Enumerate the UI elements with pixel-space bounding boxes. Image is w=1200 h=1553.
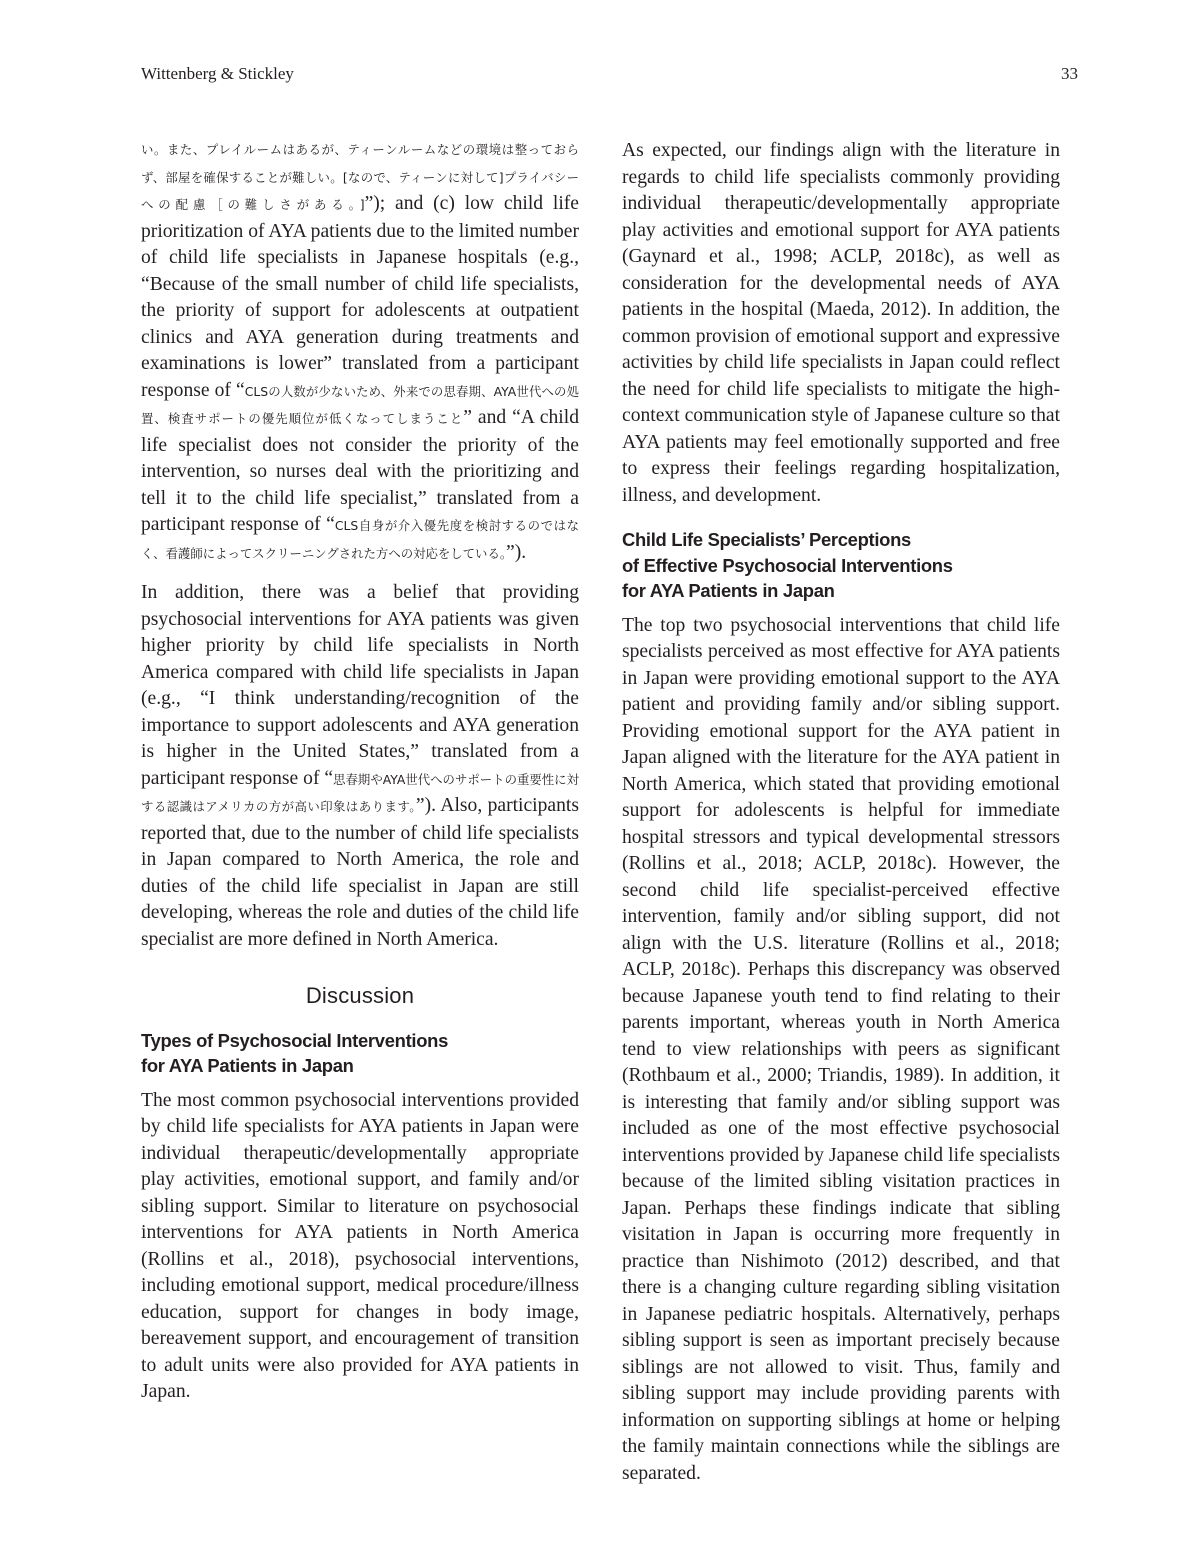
discussion-heading: Discussion: [305, 983, 415, 1008]
page-number: 33: [1061, 64, 1078, 83]
japanese-quote: CLS自身が介入優先度を検討するのではなく、看護師によってスクリーニングされた方への対応をしている。: [141, 518, 579, 561]
paragraph-north-america-priority: [141, 580, 579, 953]
perceptions-subheading: [622, 527, 1060, 604]
types-subheading: [141, 1028, 579, 1079]
japanese-quote: い。また、プレイルームはあるが、ティーンルームなどの環境は整っておらず、部屋を確保することが難しい。[なので、ティーンに対して]プライバシーへの配慮［の難しさがある。]: [141, 142, 579, 212]
text-run: ” and “A child life specialist does not consider the priority of the intervention, so nurses deal with the prioritizing and tell it to the child life specialist,” translated from a participant response of “: [141, 407, 579, 535]
japanese-quote: 思春期やAYA世代へのサポートの重要性に対する認識はアメリカの方が高い印象はあります。: [141, 771, 579, 814]
paragraph-effective-interventions: The top two psychosocial interventions that child life specialists perceived as most effective for AYA patients in Japan were providing emotional support to the AYA patient and providing family and/or sibling support. Providing emotional support for the AYA patient in Japan aligned with the literature for the AYA patient in North America, which stated that providing emotional support for adolescents is helpful for immediate hospital stressors and typical developmental stressors (Rollins et al., 2018; ACLP, 2018c). However, the second child life specialist-perceived effective intervention, family and/or sibling support, did not align with the U.S. literature (Rollins et al., 2018; ACLP, 2018c). Perhaps this discrepancy was observed because Japanese youth tend to find relating to their parents important, whereas youth in North America tend to view relationships with peers as significant (Rothbaum et al., 2000; Triandis, 1989). In addition, it is interesting that family and/or sibling support was included as one of the most effective psychosocial interventions provided by Japanese child life specialists because of the limited sibling visitation practices in Japan. Perhaps these findings indicate that sibling visitation in Japan is occurring more frequently in practice than Nishimoto (2012) described, and that there is a changing culture regarding sibling visitation in Japanese pediatric hospitals. Alternatively, perhaps sibling support is seen as important precisely because siblings are not allowed to visit. Thus, family and sibling support may include providing parents with information on supporting siblings at home or helping the family maintain connections while the siblings are separated.: [622, 614, 1060, 1484]
text-run: ”).: [506, 541, 527, 563]
paragraph-common-interventions: The most common psychosocial interventions provided by child life specialists for AYA patients in Japan were individual therapeutic/developmentally appropriate play activities, emotional support, and family and/or sibling support. Similar to literature on psychosocial interventions for AYA patients in North America (Rollins et al., 2018), psychosocial interventions, including emotional support, medical procedure/illness education, support for changes in body image, bereavement support, and encouragement of transition to adult units were also provided for AYA patients in Japan.: [141, 1089, 579, 1402]
heading-line: for AYA Patients in Japan: [622, 580, 835, 601]
heading-line: of Effective Psychosocial Interventions: [622, 554, 953, 576]
running-head: [141, 64, 1078, 88]
running-head-authors: Wittenberg & Stickley: [141, 64, 294, 83]
left-column: [141, 136, 579, 1406]
right-column: [622, 138, 1060, 1487]
text-run: ”); and (c) low child life prioritization of AYA patients due to the limited number of child life specialists in Japanese hospitals (e.g., “Because of the small number of child life specialists, the priority of support for adolescents at outpatient clinics and AYA generation during treatments and examinations is lower” translated from a participant response of “: [141, 193, 579, 401]
paragraph-quoted-responses: [141, 136, 579, 567]
heading-line: for AYA Patients in Japan: [141, 1055, 354, 1076]
paragraph-findings-align: As expected, our findings align with the literature in regards to child life specialists commonly providing individual therapeutic/developmentally appropriate play activities and emotional support for AYA patients (Gaynard et al., 1998; ACLP, 2018c), as well as consideration for the developmental needs of AYA patients in the hospital (Maeda, 2012). In addition, the common provision of emotional support and expressive activities by child life specialists in Japan could reflect the need for child life specialists to mitigate the high-context communication style of Japanese culture so that AYA patients may feel emotionally supported and free to express their feelings regarding hospitalization, illness, and development.: [622, 140, 1061, 506]
japanese-quote: CLSの人数が少ないため、外来での思春期、AYA世代への処置、検査サポートの優先順位が低くなってしまうこと: [141, 383, 580, 426]
text-run: In addition, there was a belief that providing psychosocial interventions for AYA patients was given higher priority by child life specialists in North America compared with child life specialists in Japan (e.g., “I think understanding/recognition of the importance to support adolescents and AYA generation is higher in the United States,” translated from a participant response of “: [141, 582, 579, 789]
heading-line: Child Life Specialists’ Perceptions: [622, 529, 911, 550]
text-run: ”). Also, participants reported that, due to the number of child life specialists in Japan compared to North America, the role and duties of the child life specialist in Japan are still developing, whereas the role and duties of the child life specialist are more defined in North America.: [141, 795, 579, 950]
heading-line: Types of Psychosocial Interventions: [141, 1029, 448, 1051]
